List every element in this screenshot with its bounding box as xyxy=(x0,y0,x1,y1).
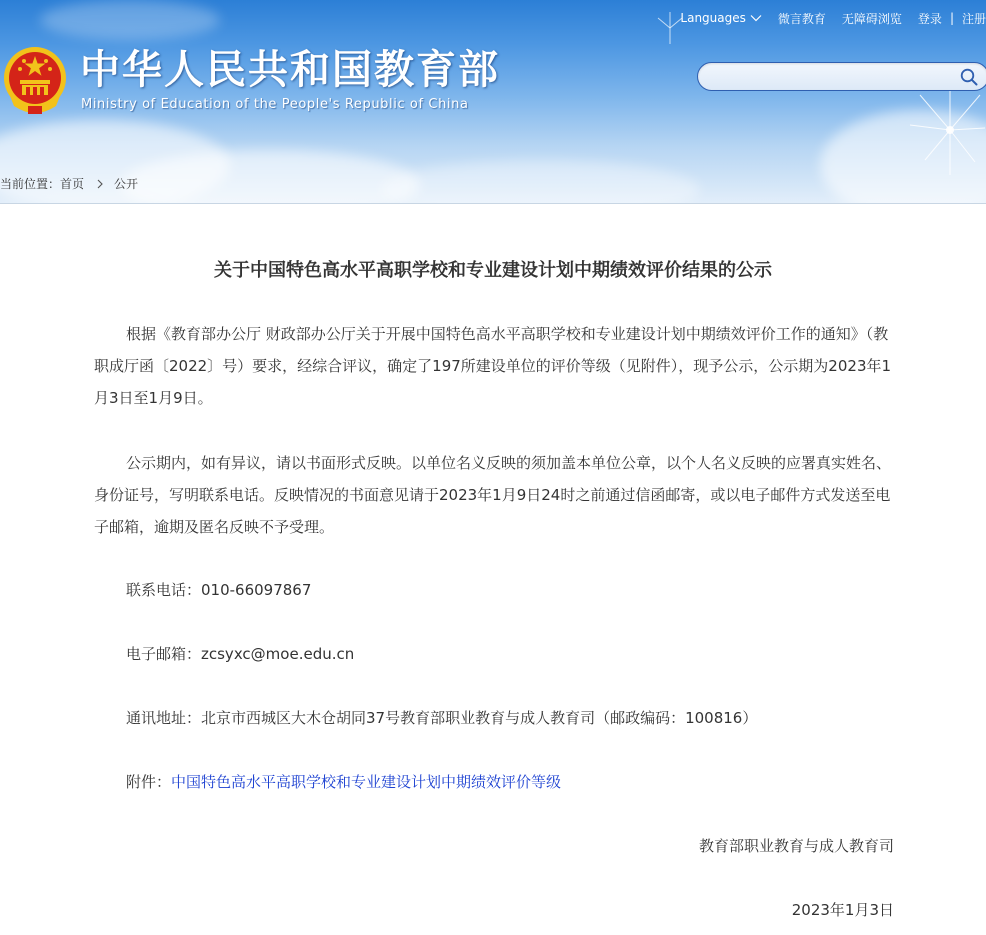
contact-phone: 联系电话：010-66097867 xyxy=(126,581,312,599)
attachment-line xyxy=(126,766,561,798)
attachment-label: 附件： xyxy=(126,773,172,791)
top-navigation xyxy=(680,10,986,26)
search-box xyxy=(697,62,986,91)
chevron-down-icon xyxy=(750,14,762,22)
search-icon[interactable] xyxy=(960,68,978,86)
article-paragraph: 根据《教育部办公厅 财政部办公厅关于开展中国特色高水平高职学校和专业建设计划中期绩效评价工作的通知》（教职成厅函〔2022〕号）要求，经综合评议，确定了197所建设单位的评价等级（见附件），现予公示，公示期为2023年1月3日至1月9日。 xyxy=(94,325,892,407)
cloud-decoration xyxy=(40,0,220,40)
chevron-right-icon xyxy=(96,179,104,189)
article-title: 关于中国特色高水平高职学校和专业建设计划中期绩效评价结果的公示 xyxy=(214,260,772,281)
register-link[interactable]: 注册 xyxy=(961,11,986,26)
site-header xyxy=(0,0,986,204)
nav-separator: | xyxy=(949,11,954,25)
breadcrumb-current-link[interactable]: 公开 xyxy=(114,177,139,191)
issuing-department: 教育部职业教育与成人教育司 xyxy=(698,837,894,855)
breadcrumb-home-link[interactable]: 首页 xyxy=(60,177,85,191)
languages-menu[interactable] xyxy=(680,11,761,25)
search-input[interactable] xyxy=(710,67,954,88)
weibo-link[interactable]: 微言教育 xyxy=(777,11,826,26)
accessibility-link[interactable]: 无障碍浏览 xyxy=(841,11,902,26)
site-title-chinese: 中华人民共和国教育部 xyxy=(80,47,500,93)
issue-date: 2023年1月3日 xyxy=(791,901,894,919)
breadcrumb xyxy=(0,175,138,192)
national-emblem-icon xyxy=(2,44,68,116)
languages-label: Languages xyxy=(680,11,746,25)
contact-address: 通讯地址：北京市西城区大木仓胡同37号教育部职业教育与成人教育司（邮政编码：100816） xyxy=(126,709,758,727)
breadcrumb-prefix: 当前位置： xyxy=(0,177,61,191)
article-paragraph: 公示期内，如有异议，请以书面形式反映。以单位名义反映的须加盖本单位公章，以个人名义反映的应署真实姓名、身份证号，写明联系电话。反映情况的书面意见请于2023年1月9日24时之前通过信函邮寄，或以电子邮件方式发送至电子邮箱，逾期及匿名反映不予受理。 xyxy=(94,454,892,536)
cloud-decoration xyxy=(380,160,700,204)
login-link[interactable]: 登录 xyxy=(917,11,942,26)
contact-email: 电子邮箱：zcsyxc@moe.edu.cn xyxy=(126,645,355,663)
attachment-link[interactable]: 中国特色高水平高职学校和专业建设计划中期绩效评价等级 xyxy=(171,773,562,791)
site-title-english: Ministry of Education of the People's Republic of China xyxy=(81,97,469,112)
